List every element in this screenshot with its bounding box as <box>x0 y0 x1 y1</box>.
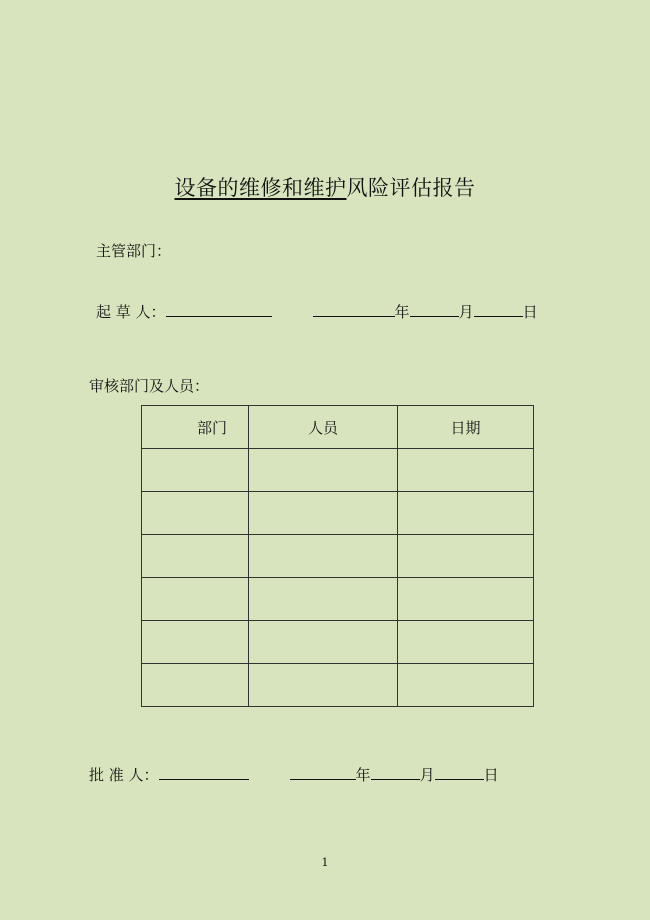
drafter-name-field[interactable] <box>166 301 272 317</box>
department-label: 主管部门： <box>96 242 172 260</box>
approver-year-label: 年 <box>355 766 371 784</box>
approver-month-field[interactable] <box>371 764 420 780</box>
drafter-month-label: 月 <box>458 303 474 321</box>
review-label: 审核部门及人员： <box>89 377 210 395</box>
table-row <box>142 492 534 535</box>
drafter-year-label: 年 <box>394 303 410 321</box>
table-cell[interactable] <box>249 449 398 492</box>
table-cell[interactable] <box>398 535 534 578</box>
drafter-day-label: 日 <box>522 303 538 321</box>
approver-year-field[interactable] <box>290 764 356 780</box>
approver-name-field[interactable] <box>159 764 249 780</box>
table-cell[interactable] <box>142 449 249 492</box>
table-cell[interactable] <box>142 664 249 707</box>
drafter-label: 起 草 人： <box>96 303 166 321</box>
review-line <box>89 375 209 396</box>
review-table <box>141 405 534 707</box>
drafter-day-field[interactable] <box>474 301 523 317</box>
page-number: 1 <box>321 856 329 869</box>
table-header-row <box>142 406 534 449</box>
table-row <box>142 449 534 492</box>
table-cell[interactable] <box>398 578 534 621</box>
header-department: 部门 <box>142 406 249 449</box>
table-row <box>142 578 534 621</box>
table-cell[interactable] <box>142 535 249 578</box>
approver-day-field[interactable] <box>435 764 484 780</box>
table-cell[interactable] <box>142 578 249 621</box>
table-cell[interactable] <box>249 535 398 578</box>
table-row <box>142 621 534 664</box>
approver-day-label: 日 <box>483 766 499 784</box>
approver-month-label: 月 <box>419 766 435 784</box>
table-cell[interactable] <box>398 621 534 664</box>
header-date: 日期 <box>398 406 534 449</box>
table-cell[interactable] <box>249 664 398 707</box>
title-underlined: 设备的维修和维护 <box>174 176 347 200</box>
table-cell[interactable] <box>398 449 534 492</box>
table-cell[interactable] <box>249 578 398 621</box>
title-rest: 风险评估报告 <box>346 176 476 200</box>
drafter-year-field[interactable] <box>313 301 395 317</box>
drafter-line <box>96 301 538 322</box>
table-cell[interactable] <box>398 492 534 535</box>
table-cell[interactable] <box>249 492 398 535</box>
department-line <box>96 240 171 261</box>
table-cell[interactable] <box>142 492 249 535</box>
approver-line <box>89 764 499 785</box>
table-cell[interactable] <box>142 621 249 664</box>
table-cell[interactable] <box>398 664 534 707</box>
header-personnel: 人员 <box>249 406 398 449</box>
drafter-month-field[interactable] <box>410 301 459 317</box>
table-cell[interactable] <box>249 621 398 664</box>
approver-label: 批 准 人： <box>89 766 159 784</box>
document-title <box>0 172 650 202</box>
table-row <box>142 664 534 707</box>
table-row <box>142 535 534 578</box>
